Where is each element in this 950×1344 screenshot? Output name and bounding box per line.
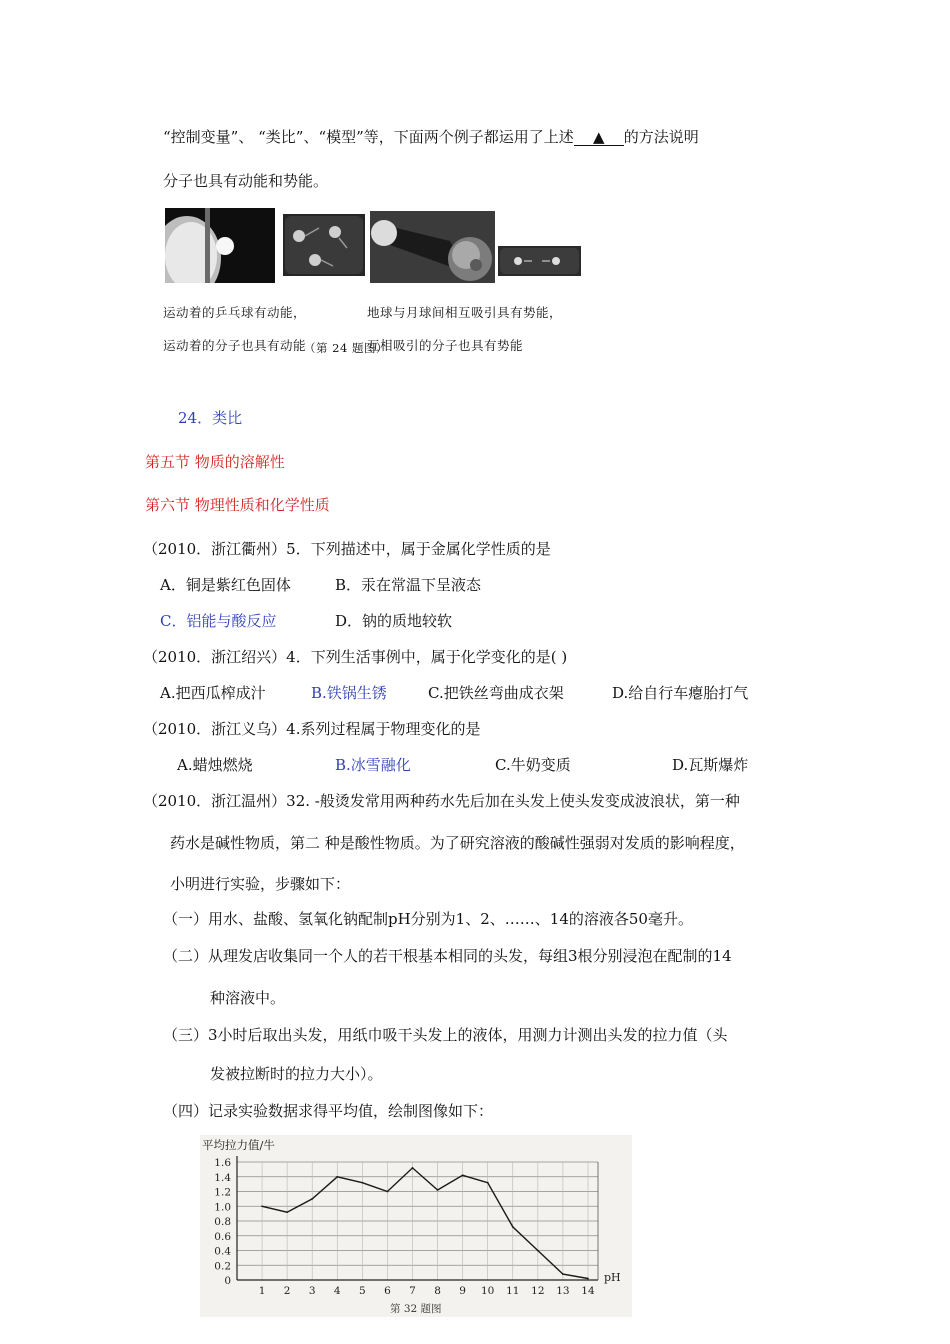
- data-point: [512, 1226, 514, 1228]
- y-tick-label: 0.2: [214, 1260, 231, 1273]
- figure-24-label: （第 24 题图）: [304, 341, 388, 355]
- x-tick-label: 5: [359, 1285, 366, 1297]
- data-point: [437, 1189, 439, 1191]
- intro-line-2: 分子也具有动能和势能。: [163, 172, 329, 190]
- caption-right-2: 互相吸引的分子也具有势能: [367, 338, 524, 353]
- section-6-heading: 第六节 物理性质和化学性质: [145, 496, 330, 514]
- caption-left-1: 运动着的乒乓球有动能，: [163, 305, 307, 320]
- data-point: [412, 1167, 414, 1169]
- molecule-motion-photo: [283, 214, 365, 276]
- data-point: [336, 1176, 338, 1178]
- q2-option-d: D.给自行车瘪胎打气: [612, 684, 749, 702]
- intro-line-1-before: “控制变量”、 “类比”、“模型”等，下面两个例子都运用了上述: [163, 128, 574, 146]
- q3-option-b: B.冰雪融化: [335, 756, 411, 774]
- data-point: [537, 1250, 539, 1252]
- q3-option-d: D.瓦斯爆炸: [672, 756, 749, 774]
- x-axis-label: pH: [604, 1271, 621, 1284]
- chart-axes: [237, 1156, 598, 1280]
- x-tick-label: 3: [308, 1285, 316, 1297]
- x-tick-label: 12: [531, 1285, 545, 1297]
- x-tick-label: 2: [283, 1285, 291, 1297]
- x-tick-label: 4: [333, 1285, 341, 1297]
- ping-pong-photo: [165, 208, 275, 283]
- chart-grid: [237, 1162, 598, 1280]
- x-tick-label: 11: [506, 1285, 520, 1297]
- data-point: [361, 1182, 363, 1184]
- data-point: [462, 1174, 464, 1176]
- caption-right-1: 地球与月球间相互吸引具有势能，: [367, 305, 563, 320]
- molecule-attraction-photo: [498, 246, 581, 276]
- q4-step-2b: 种溶液中。: [210, 989, 286, 1007]
- data-point: [587, 1278, 589, 1280]
- x-tick-label: 7: [409, 1285, 416, 1297]
- q2-option-b: B.铁锅生锈: [311, 684, 387, 702]
- x-tick-label: 9: [459, 1285, 466, 1297]
- caption-left-2: 运动着的分子也具有动能: [163, 338, 307, 353]
- x-tick-label: 1: [258, 1285, 266, 1297]
- section-5-heading: 第五节 物质的溶解性: [145, 453, 285, 471]
- q3-option-c: C.牛奶变质: [495, 756, 571, 774]
- y-tick-label: 0.4: [214, 1245, 231, 1258]
- x-tick-label: 10: [481, 1285, 495, 1297]
- series-line: [262, 1168, 588, 1279]
- y-tick-label: 1.6: [214, 1157, 231, 1169]
- chart-caption: 第 32 题图: [390, 1303, 442, 1315]
- line-chart: [200, 1135, 632, 1317]
- y-axis-label: 平均拉力值/牛: [202, 1138, 275, 1152]
- q3-option-a: A.蜡烛燃烧: [177, 756, 253, 774]
- chart-series: [261, 1167, 589, 1279]
- data-point: [387, 1191, 389, 1193]
- intro-line-1: [163, 126, 699, 147]
- q1-option-a: A．铜是紫红色固体: [160, 576, 291, 594]
- q1-option-b: B．汞在常温下呈液态: [335, 576, 482, 594]
- data-point: [562, 1273, 564, 1275]
- q2-stem: （2010．浙江绍兴）4．下列生活事例中，属于化学变化的是( ): [143, 648, 568, 666]
- data-point: [487, 1182, 489, 1184]
- q1-option-c: C．铝能与酸反应: [160, 612, 277, 630]
- q4-stem-line-1: （2010．浙江温州）32. -般烫发常用两种药水先后加在头发上使头发变成波浪状，第一种: [143, 792, 740, 810]
- q4-step-1: （一）用水、盐酸、氢氧化钠配制pH分别为1、2、……、14的溶液各50毫升。: [163, 910, 693, 928]
- x-tick-label: 8: [434, 1285, 441, 1297]
- earth-moon-photo: [370, 211, 495, 283]
- q4-step-3b: 发被拉断时的拉力大小）。: [210, 1065, 383, 1083]
- x-tick-label: 13: [556, 1285, 570, 1297]
- q4-step-4: （四）记录实验数据求得平均值，绘制图像如下：: [163, 1102, 494, 1120]
- q4-step-2a: （二）从理发店收集同一个人的若干根基本相同的头发，每组3根分别浸泡在配制的14: [163, 947, 732, 965]
- y-tick-label: 1.0: [214, 1201, 231, 1214]
- y-tick-label: 1.2: [214, 1186, 231, 1199]
- chart-figure-32: [200, 1135, 632, 1317]
- y-tick-label: 0: [224, 1275, 231, 1287]
- q3-stem: （2010．浙江义乌）4.系列过程属于物理变化的是: [143, 720, 481, 738]
- q4-stem-line-2: 药水是碱性物质，第二 种是酸性物质。为了研究溶液的酸碱性强弱对发质的影响程度，: [170, 834, 745, 852]
- y-tick-label: 0.6: [214, 1230, 231, 1243]
- data-point: [261, 1205, 263, 1207]
- q4-step-3a: （三）3小时后取出头发，用纸巾吸干头发上的液体，用测力计测出头发的拉力值（头: [163, 1026, 728, 1044]
- q2-option-a: A.把西瓜榨成汁: [160, 684, 266, 702]
- x-tick-label: 6: [384, 1285, 391, 1297]
- q1-stem: （2010．浙江衢州）5．下列描述中，属于金属化学性质的是: [143, 540, 551, 558]
- q1-option-d: D．钠的质地较软: [335, 612, 453, 630]
- intro-line-1-after: 的方法说明: [623, 128, 699, 146]
- x-tick-label: 14: [581, 1285, 595, 1297]
- q2-option-c: C.把铁丝弯曲成衣架: [428, 684, 564, 702]
- answer-blank: ▲: [574, 129, 624, 146]
- y-tick-label: 0.8: [214, 1216, 231, 1228]
- answer-24: 24．类比: [178, 409, 243, 427]
- q4-stem-line-3: 小明进行实验，步骤如下：: [170, 875, 351, 893]
- data-point: [311, 1198, 313, 1200]
- data-point: [286, 1211, 288, 1213]
- y-tick-label: 1.4: [214, 1171, 231, 1184]
